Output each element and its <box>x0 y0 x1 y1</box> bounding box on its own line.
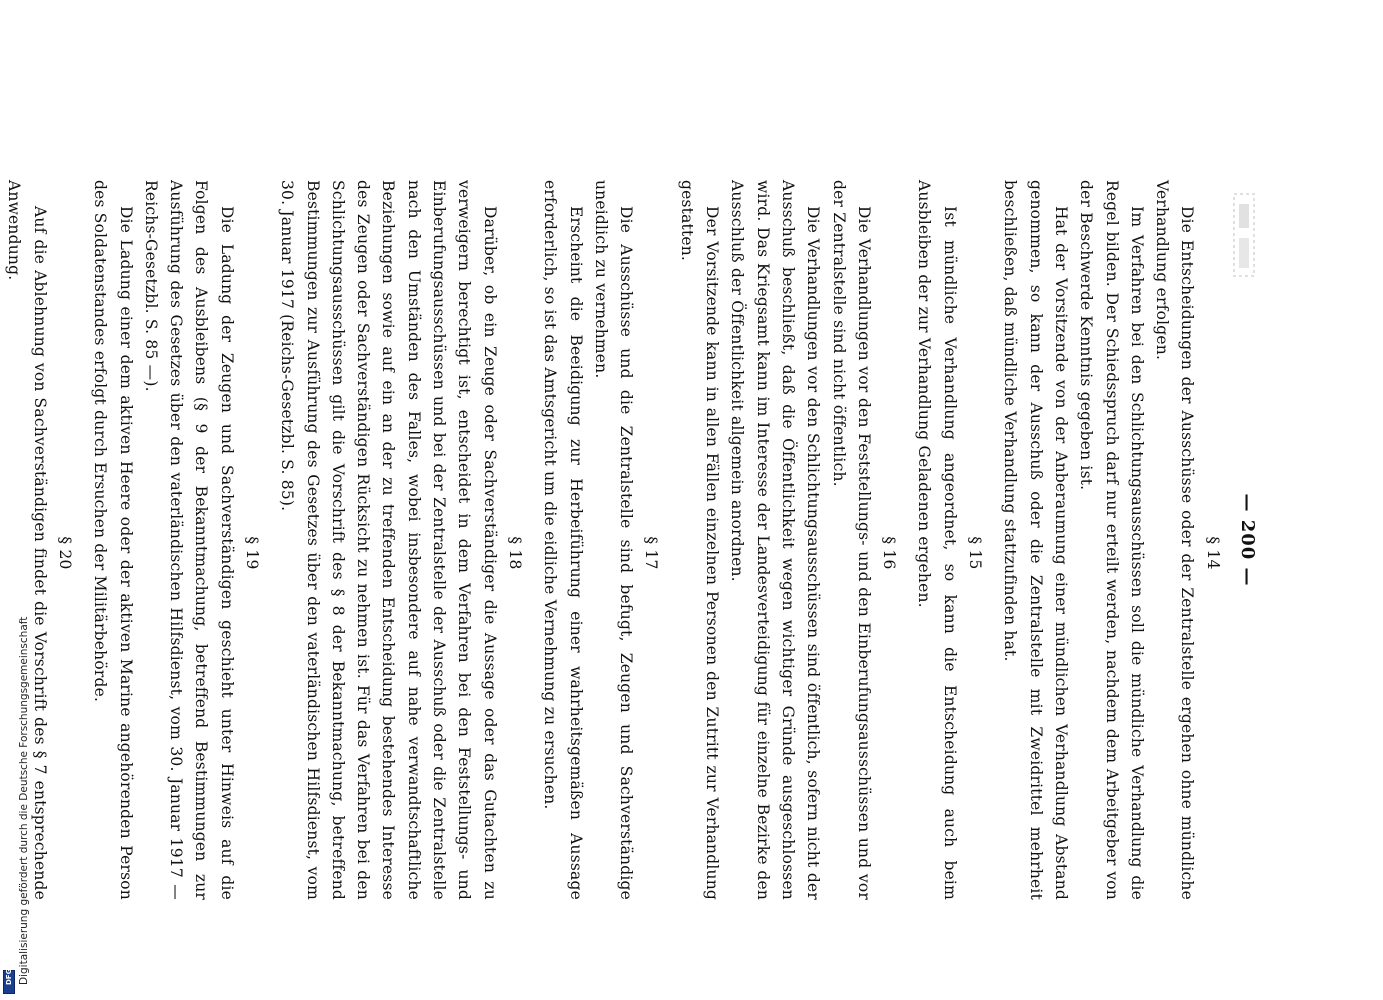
page-number: — 200 — <box>1237 493 1258 587</box>
section-heading: § 15 <box>966 536 985 570</box>
section-paragraph: Die Verhandlungen vor den Schlichtungsausschüssen sind öffentlich, sofern nicht der Ausschuß beschließt, daß die Öffentlichkeit wegen wichtiger Gründe ausgeschlossen wird. Das Kriegsamt kann im Interesse der Landesverteidigung für einzelne Bezirke den Ausschluß der Öffentlichkeit allgemein anordnen. <box>728 180 823 900</box>
section-paragraph: Die Ausschüsse und die Zentralstelle sind befugt, Zeugen und Sachverständige uneidlich zu vernehmen. <box>591 180 636 900</box>
section-paragraph: Darüber, ob ein Zeuge oder Sachverständiger die Aussage oder das Gutachten zu verweigern berechtigt ist, entscheidet in dem Verfahren bei den Feststellungs- und Einberufungsausschüssen und bei der Zentralstelle der Ausschuß oder die Zentralstelle nach den Umständen des Falles, wobei insbesondere auf nahe verwandtschaftliche Beziehungen sowie auf ein an der zu treffenden Entscheidung bestehendes Interesse des Zeugen oder Sachverständigen Rücksicht zu nehmen ist. Für das Verfahren bei den Schlichtungsausschüssen gilt die Vorschrift des § 8 der Bekanntmachung, betreffend Bestimmungen zur Ausführung des Gesetzes über den vaterländischen Hilfsdienst, vom 30. Januar 1917 (Reichs-Gesetzbl. S. 85). <box>278 180 499 900</box>
section-paragraph: Auf die Ablehnung von Sachverständigen findet die Vorschrift des § 7 entsprechende Anwendung. <box>5 180 49 900</box>
section-heading: § 18 <box>505 536 524 570</box>
funding-note: Digitalisierung gefördert durch die Deutsche Forschungsgemeinschaft <box>18 616 30 985</box>
section-paragraph: Im Verfahren bei den Schlichtungsausschüssen soll die mündliche Verhandlung die Regel bilden. Der Schiedsspruch darf nur erteilt werden, nachdem dem Arbeitgeber von der Beschwerde Kenntnis gegeben ist. <box>1077 180 1146 900</box>
sections <box>0 180 1225 900</box>
section-heading: § 19 <box>243 536 262 570</box>
section-heading: § 16 <box>880 536 899 570</box>
section-paragraph: Die Verhandlungen vor den Feststellungs- und den Einberufungsausschüssen und vor der Zentralstelle sind nicht öffentlich. <box>829 180 873 900</box>
section-paragraph: Ist mündliche Verhandlung angeordnet, so kann die Entscheidung auch beim Ausbleiben der zur Verhandlung Geladenen ergehen. <box>915 180 959 900</box>
section-heading: § 14 <box>1203 536 1222 570</box>
section-heading: § 17 <box>642 536 661 570</box>
dfg-logo: DFG <box>3 970 15 994</box>
section-paragraph: Die Ladung der Zeugen und Sachverständigen geschieht unter Hinweis auf die Folgen des Ausbleibens (§ 9 der Bekanntmachung, betreffend Bestimmungen zur Ausführung des Gesetzes über den vaterländischen Hilfsdienst, vom 30. Januar 1917 — Reichs-Gesetzbl. S. 85 —). <box>141 180 236 900</box>
section-paragraph: Die Entscheidungen der Ausschüsse oder der Zentralstelle ergehen ohne mündliche Verhandlung erfolgen. <box>1153 180 1197 900</box>
section-paragraph: Erscheint die Beeidigung zur Herbeiführung einer wahrheitsgemäßen Aussage erforderlich, so ist das Amtsgericht um die eidliche Vernehmung zu ersuchen. <box>541 180 585 900</box>
section-paragraph: Die Ladung einer dem aktiven Heere oder der aktiven Marine angehörenden Person des Soldatenstandes erfolgt durch Ersuchen der Militärbehörde. <box>91 180 135 900</box>
section-paragraph: Der Vorsitzende kann in allen Fällen einzelnen Personen den Zutritt zur Verhandlung gestatten. <box>677 180 722 900</box>
section-paragraph: Hat der Vorsitzende von der Anberaumung einer mündlichen Verhandlung Abstand genommen, so kann der Ausschuß oder die Zentralstelle mit Zweidrittel mehrheit beschließen, daß mündliche Verhandlung stattzufinden hat. <box>1001 180 1070 900</box>
section-heading: § 20 <box>55 536 74 570</box>
